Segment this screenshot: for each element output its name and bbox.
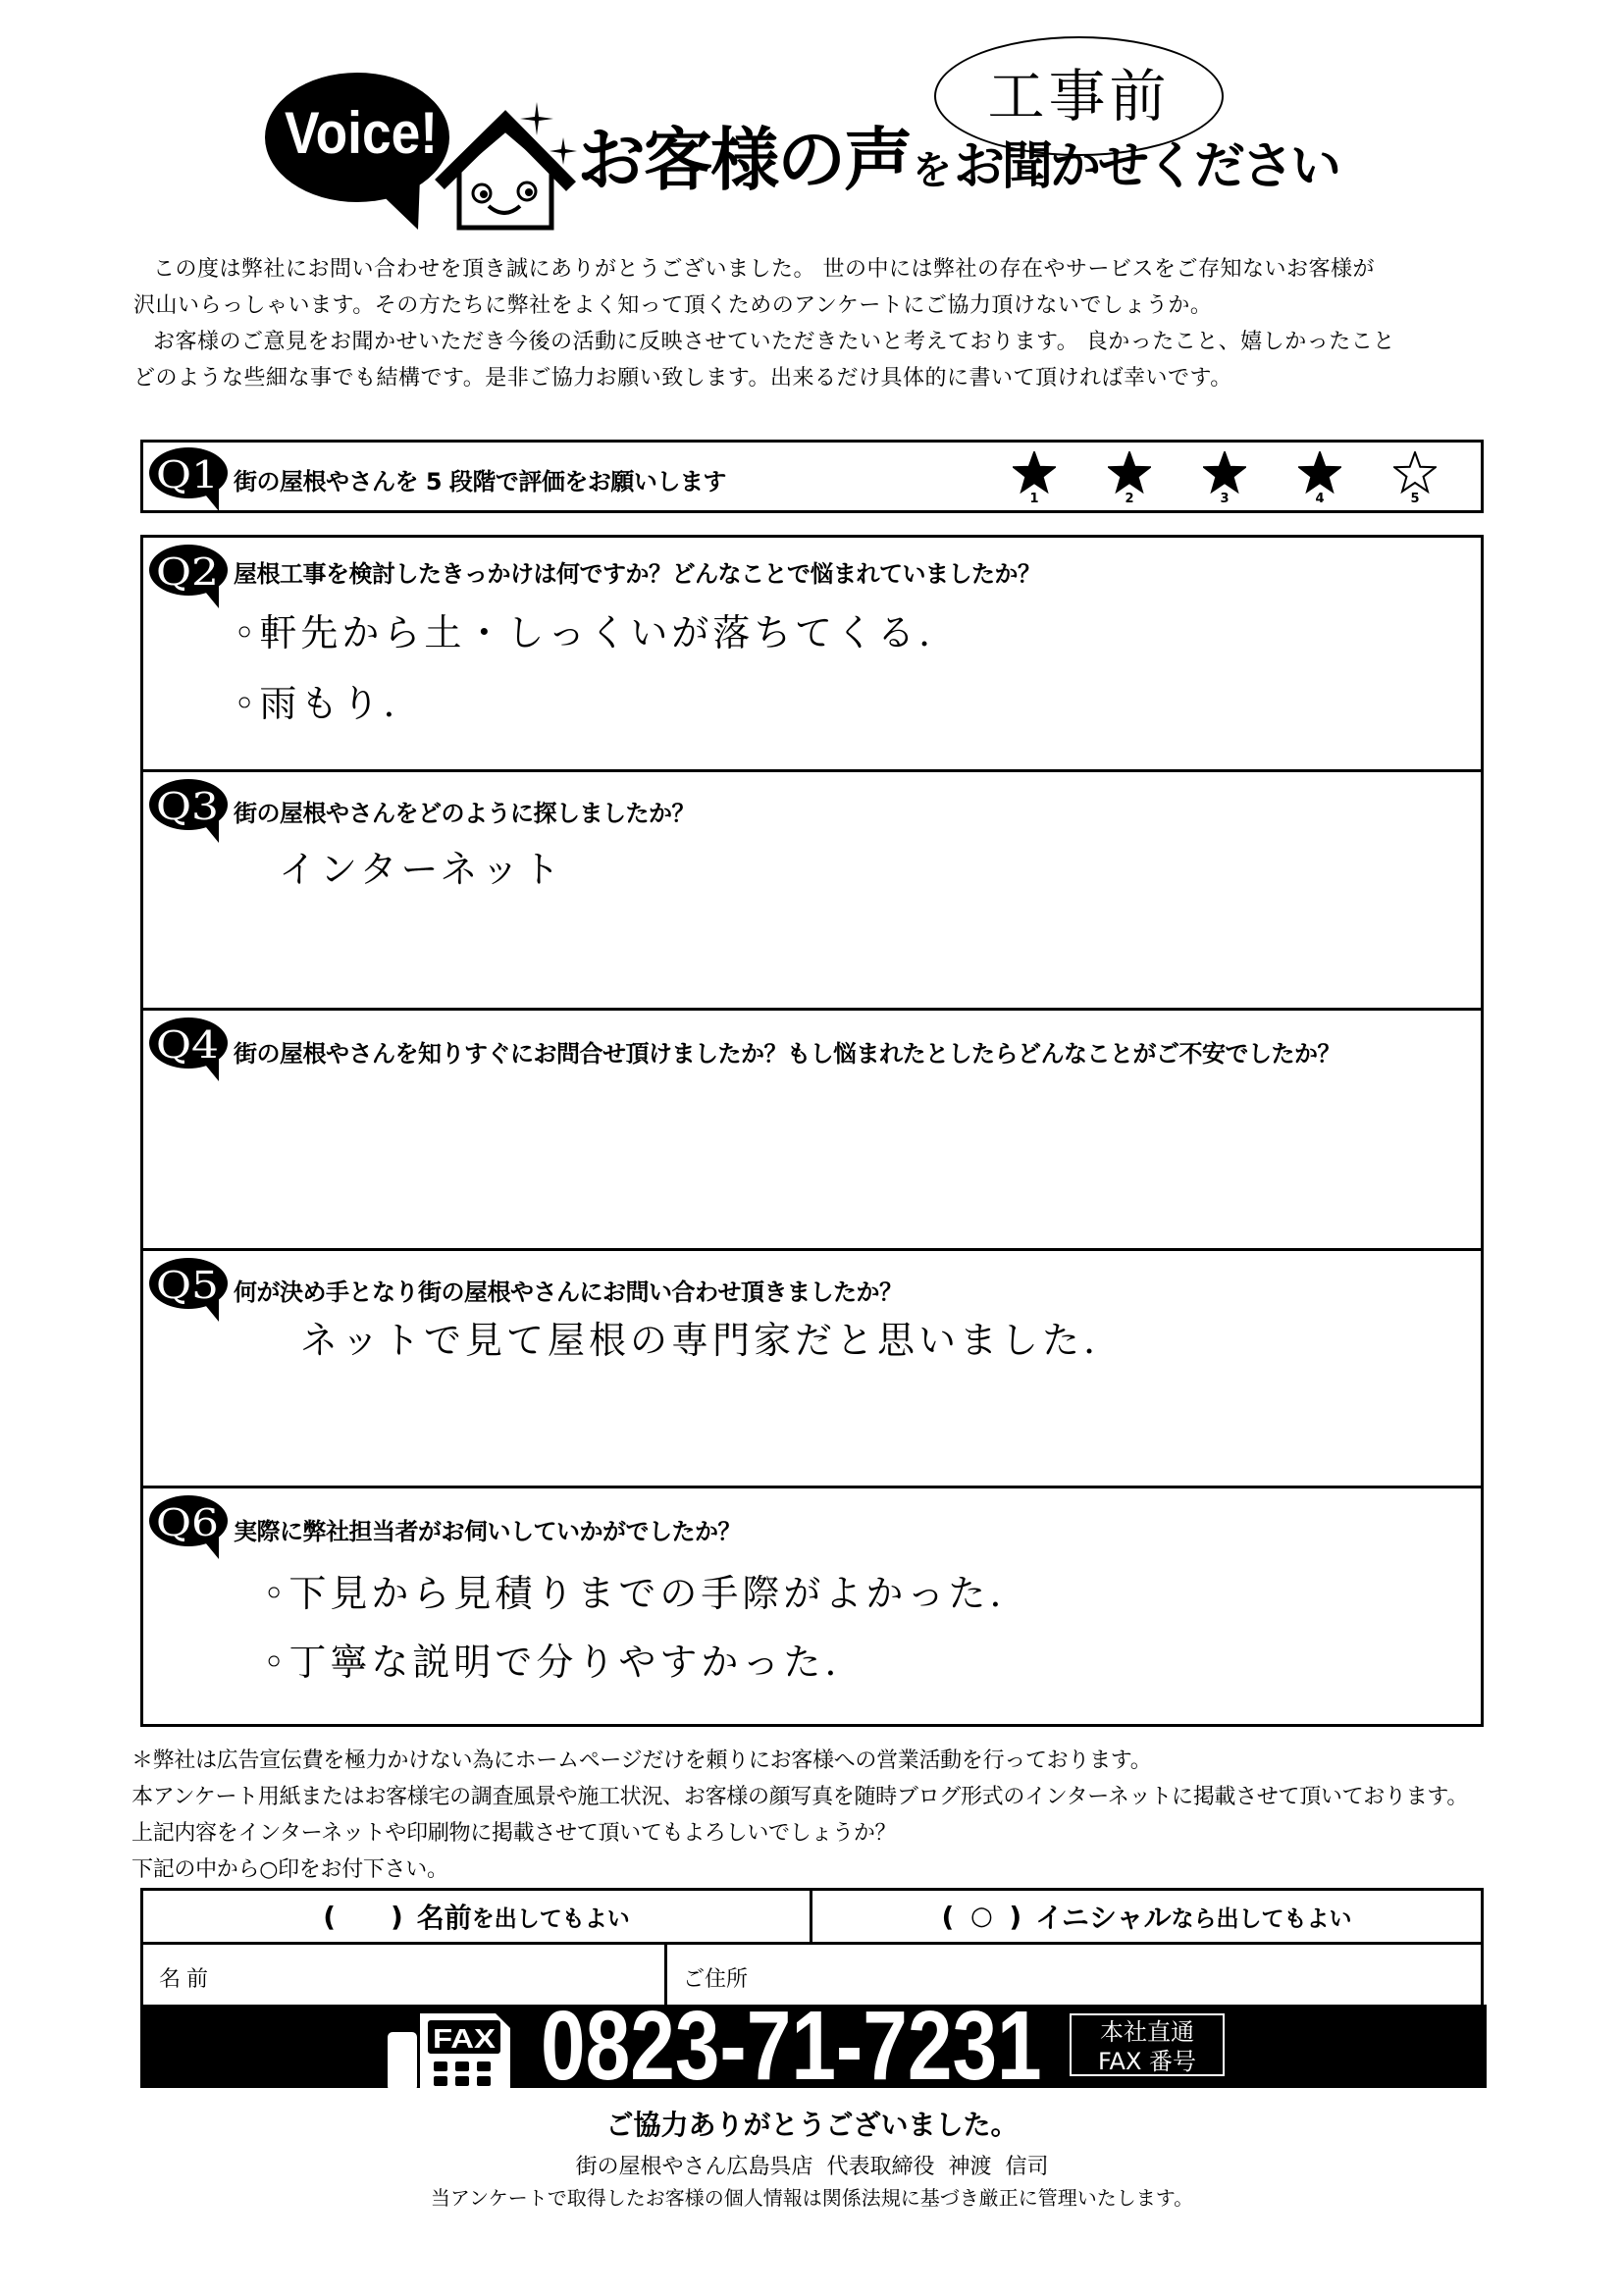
star-icon xyxy=(1393,451,1437,495)
answer-line: ◦下見から見積りまでの手際がよかった. xyxy=(263,1572,1006,1615)
question-bubble-icon xyxy=(148,544,229,610)
option-label-rest: なら出してもよい xyxy=(1171,1905,1352,1932)
question-q2 xyxy=(140,535,1484,772)
question-q4 xyxy=(140,1008,1484,1251)
question-q6 xyxy=(140,1486,1484,1727)
stage-ellipse xyxy=(934,36,1224,156)
question-bubble-icon xyxy=(148,446,229,513)
intro-line: どのような些細な事でも結構です。是非ご協力お願い致します。出来るだけ具体的に書いて頂ければ幸いです。 xyxy=(133,366,1232,391)
house-mascot xyxy=(432,106,579,234)
question-number: Q4 xyxy=(156,1023,219,1067)
question-bubble-icon xyxy=(148,1017,229,1083)
question-number: Q3 xyxy=(156,785,219,828)
question-bubble-icon xyxy=(148,778,229,845)
question-q5 xyxy=(140,1248,1484,1488)
question-number: Q6 xyxy=(156,1501,219,1544)
close-paren: ) xyxy=(390,1900,403,1933)
answer-line: ネットで見て屋根の専門家だと思いました. xyxy=(300,1319,1100,1362)
answer-line: ◦雨もり. xyxy=(234,682,399,725)
question-number: Q5 xyxy=(156,1264,219,1307)
open-paren: ( xyxy=(323,1900,336,1933)
rating-star-1 xyxy=(1013,451,1056,508)
rating-star-2 xyxy=(1108,451,1151,508)
answer-line: ◦軒先から土・しっくいが落ちてくる. xyxy=(234,611,935,654)
voice-badge xyxy=(263,67,459,234)
rating-star-5 xyxy=(1393,451,1437,508)
option-label-emphasis: イニシャル xyxy=(1035,1902,1172,1934)
fax-machine-icon xyxy=(386,2005,513,2088)
note-line: 下記の中から○印をお付下さい。 xyxy=(131,1857,448,1882)
speech-bubble-icon xyxy=(263,67,459,234)
rating-star-4 xyxy=(1298,451,1341,508)
thanks-message: ご協力ありがとうございました。 xyxy=(605,2109,1019,2141)
star-icon xyxy=(1298,451,1341,495)
star-number: 3 xyxy=(1220,492,1230,506)
fax-number: 0823-71-7231 xyxy=(541,1991,1042,2101)
note-line: 上記内容をインターネットや印刷物に掲載させて頂いてもよろしいでしょうか？ xyxy=(131,1821,897,1846)
star-number: 2 xyxy=(1125,492,1134,506)
option-label-emphasis: 名前 xyxy=(416,1902,472,1934)
voice-badge-text: Voice! xyxy=(285,100,438,166)
question-q3 xyxy=(140,769,1484,1011)
company-signature: 街の屋根やさん広島呉店 代表取締役 神渡 信司 xyxy=(575,2155,1049,2179)
star-number: 1 xyxy=(1029,492,1039,506)
intro-text xyxy=(133,251,1507,396)
consent-table xyxy=(140,1888,1484,2005)
intro-line: お客様のご意見をお聞かせいただき今後の活動に反映させていただきたいと考えております。 良かったこと、嬉しかったこと xyxy=(153,330,1395,354)
star-number: 4 xyxy=(1315,492,1325,506)
name-label: 名前 xyxy=(159,1967,215,1992)
question-text: 街の屋根やさんを 5 段階で評価をお願いします xyxy=(234,468,726,496)
address-label: ご住所 xyxy=(683,1967,749,1992)
sparkle-icon xyxy=(550,137,577,165)
privacy-notice: 当アンケートで取得したお客様の個人情報は関係法規に基づき厳正に管理いたします。 xyxy=(430,2186,1194,2210)
page-title xyxy=(577,120,1339,200)
fax-band xyxy=(140,1991,1487,2101)
star-number: 5 xyxy=(1410,492,1420,506)
star-icon xyxy=(1013,451,1056,495)
consent-option-name xyxy=(143,1891,812,1942)
fax-badge-line2: FAX 番号 xyxy=(1097,2048,1197,2075)
fax-badge-line1: 本社直通 xyxy=(1100,2018,1194,2046)
fax-icon-label: FAX xyxy=(433,2023,497,2054)
intro-line: この度は弊社にお問い合わせを頂き誠にありがとうございました。 世の中には弊社の存在やサービスをご存知ないお客様が xyxy=(153,257,1375,282)
consent-mark: ○ xyxy=(969,1902,993,1931)
title-particle: を xyxy=(913,148,952,193)
smiling-house-icon xyxy=(432,106,579,234)
star-icon xyxy=(1203,451,1246,495)
intro-line: 沢山いらっしゃいます。その方たちに弊社をよく知って頂くためのアンケートにご協力頂けないでしょうか。 xyxy=(133,293,1213,318)
title-sub: お聞かせください xyxy=(954,137,1339,196)
answer-line: ◦丁寧な説明で分りやすかった. xyxy=(263,1641,841,1684)
title-main: お客様の声 xyxy=(577,120,911,200)
close-paren: ) xyxy=(1009,1900,1022,1933)
question-text: 街の屋根やさんをどのように探しましたか？ xyxy=(234,800,695,827)
stage-label: 工事前 xyxy=(987,63,1171,130)
question-text: 実際に弊社担当者がお伺いしていかがでしたか？ xyxy=(234,1518,741,1545)
question-bubble-icon xyxy=(148,1494,229,1561)
open-paren: ( xyxy=(941,1900,955,1933)
option-label-rest: を出してもよい xyxy=(471,1905,630,1932)
note-line: 本アンケート用紙またはお客様宅の調査風景や施工状況、お客様の顔写真を随時ブログ形式のインターネットに掲載させて頂いております。 xyxy=(131,1785,1469,1809)
question-q1 xyxy=(140,440,1484,513)
answer-line: インターネット xyxy=(279,848,564,891)
question-text: 屋根工事を検討したきっかけは何ですか？どんなことで悩まれていましたか？ xyxy=(234,560,1041,588)
consent-option-initial xyxy=(812,1891,1481,1942)
question-text: 何が決め手となり街の屋根やさんにお問い合わせ頂きましたか？ xyxy=(234,1278,903,1306)
question-bubble-icon xyxy=(148,1257,229,1324)
fax-badge xyxy=(1070,2013,1225,2076)
note-line: ＊弊社は広告宣伝費を極力かけない為にホームページだけを頼りにお客様への営業活動を行っております。 xyxy=(131,1748,1152,1773)
sparkle-icon xyxy=(520,102,553,135)
question-number: Q1 xyxy=(156,453,219,496)
question-number: Q2 xyxy=(156,550,219,594)
publication-notes xyxy=(131,1743,1468,1888)
rating-star-3 xyxy=(1203,451,1246,508)
star-icon xyxy=(1108,451,1151,495)
consent-options-row xyxy=(143,1891,1481,1945)
question-text: 街の屋根やさんを知りすぐにお問合せ頂けましたか？もし悩まれたとしたらどんなことがご不安でしたか？ xyxy=(234,1040,1340,1068)
